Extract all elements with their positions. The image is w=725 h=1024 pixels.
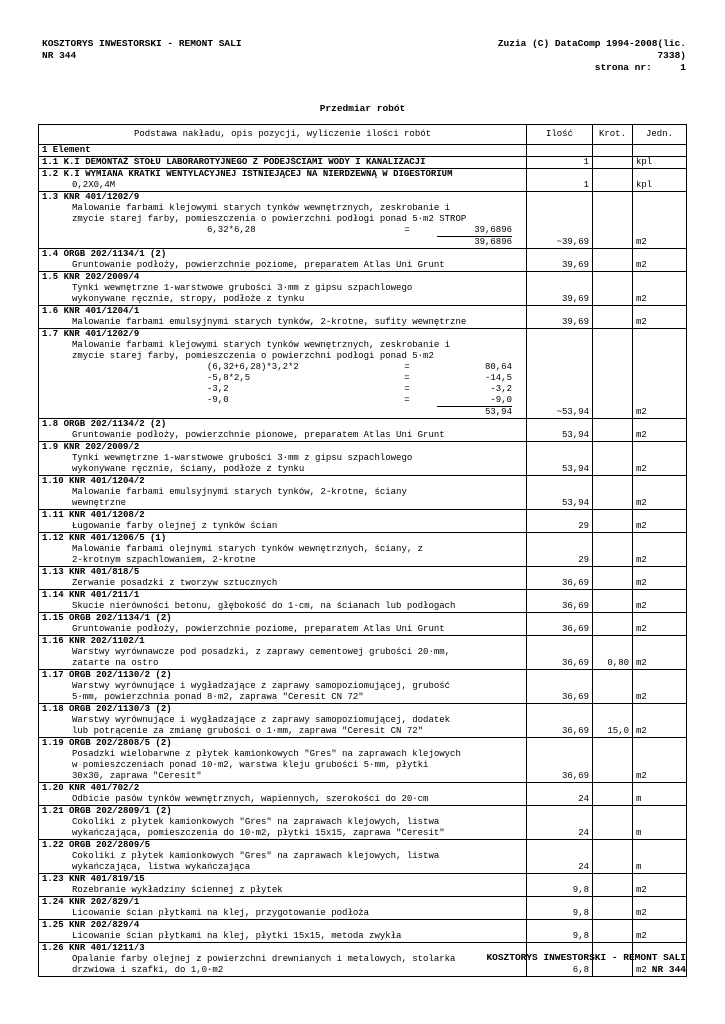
row-description bbox=[39, 249, 527, 272]
calc-result: -9,0 bbox=[490, 395, 512, 405]
row-unit: m2 bbox=[633, 874, 687, 897]
position-code bbox=[42, 419, 523, 430]
row-unit: m2 bbox=[633, 670, 687, 704]
table-row bbox=[39, 272, 687, 306]
position-basis: KNR 202/1102/1 bbox=[69, 636, 145, 646]
row-description bbox=[39, 590, 527, 613]
footer-title: KOSZTORYS INWESTORSKI - REMONT SALI bbox=[486, 952, 686, 963]
calc-result: -3,2 bbox=[490, 384, 512, 394]
row-unit: m2 bbox=[633, 897, 687, 920]
position-basis: KNR 401/1204/2 bbox=[69, 476, 145, 486]
row-unit: m bbox=[633, 840, 687, 874]
calc-expression: -5,8*2,5 bbox=[207, 373, 251, 383]
position-basis: ORGB 202/1134/2 (2) bbox=[63, 419, 167, 429]
position-number: 1.25 bbox=[42, 920, 64, 930]
position-description: Warstwy wyrównawcze pod posadzki, z zaprawy cementowej grubości 20·mm, zatarte na ostro bbox=[72, 647, 451, 668]
table-row bbox=[39, 897, 687, 920]
table-row bbox=[39, 738, 687, 783]
row-description bbox=[39, 169, 527, 192]
quantity-calculation bbox=[207, 362, 523, 418]
row-unit: kpl bbox=[633, 169, 687, 192]
row-unit: m2 bbox=[633, 613, 687, 636]
position-description: Tynki wewnętrzne 1-warstwowe grubości 3·mm z gipsu szpachlowego wykonywane ręcznie, stropy, podłoże z tynku bbox=[72, 283, 413, 304]
row-multiplier bbox=[593, 249, 633, 272]
calc-equals: = bbox=[404, 225, 410, 235]
calc-expression: -9,0 bbox=[207, 395, 229, 405]
row-multiplier bbox=[593, 590, 633, 613]
row-multiplier bbox=[593, 670, 633, 704]
calc-equals: = bbox=[404, 384, 410, 394]
row-description bbox=[39, 874, 527, 897]
position-code bbox=[42, 533, 523, 544]
position-description: Opalanie farby olejnej z powierzchni drewnianych i metalowych, stolarka drzwiowa i szafki, do 1,0·m2 bbox=[72, 954, 456, 975]
position-description: Cokoliki z płytek kamionkowych "Gres" na zaprawach klejowych, listwa wykańczająca, pomieszczenia do 10·m2, płytki 15x15, zaprawa "Ceresit" bbox=[72, 817, 445, 838]
header-number: NR 344 bbox=[42, 50, 77, 61]
calc-expression bbox=[207, 236, 377, 248]
row-unit: m2 bbox=[633, 704, 687, 738]
doc-title: Przedmiar robót bbox=[319, 103, 406, 114]
software-line2: 7338) bbox=[657, 50, 686, 61]
position-basis: ORGB 202/2809/5 bbox=[69, 840, 151, 850]
position-number: 1.17 bbox=[42, 670, 64, 680]
position-code bbox=[42, 874, 523, 885]
estimate-table bbox=[38, 124, 687, 977]
position-description: Malowanie farbami emulsyjnymi starych tynków, 2-krotne, ściany wewnętrzne bbox=[72, 487, 407, 508]
position-code bbox=[42, 192, 523, 203]
position-number: 1.12 bbox=[42, 533, 64, 543]
position-number: 1.23 bbox=[42, 874, 64, 884]
row-multiplier bbox=[593, 272, 633, 306]
position-number: 1.21 bbox=[42, 806, 64, 816]
position-code bbox=[42, 670, 523, 681]
position-code bbox=[42, 613, 523, 624]
table-row bbox=[39, 169, 687, 192]
position-basis: KNR 202/2009/4 bbox=[63, 272, 140, 282]
row-multiplier bbox=[593, 192, 633, 249]
row-multiplier bbox=[593, 419, 633, 442]
row-quantity: 36,69 bbox=[527, 704, 593, 738]
row-description bbox=[39, 806, 527, 840]
position-number: 1.16 bbox=[42, 636, 64, 646]
row-description bbox=[39, 476, 527, 510]
row-multiplier bbox=[593, 476, 633, 510]
row-multiplier bbox=[593, 329, 633, 419]
row-quantity: 36,69 bbox=[527, 670, 593, 704]
row-multiplier bbox=[593, 510, 633, 533]
document-header bbox=[42, 38, 242, 62]
row-unit: m2 bbox=[633, 533, 687, 567]
position-description: Malowanie farbami klejowymi starych tynków wewnętrznych, zeskrobanie i zmycie starej farby, pomieszczenia o powierzchni podłogi ponad 5·m2 STROP bbox=[72, 203, 467, 224]
row-description bbox=[39, 943, 527, 977]
position-description: 0,2X0,4M bbox=[72, 180, 116, 190]
table-row bbox=[39, 567, 687, 590]
position-number: 1.7 bbox=[42, 329, 59, 339]
position-description: Licowanie ścian płytkami na klej, płytki 15x15, metoda zwykła bbox=[72, 931, 402, 941]
row-unit: m2 bbox=[633, 442, 687, 476]
row-quantity: 36,69 bbox=[527, 590, 593, 613]
row-unit: m2 bbox=[633, 590, 687, 613]
row-description bbox=[39, 840, 527, 874]
position-basis: ORGB 202/2808/5 (2) bbox=[69, 738, 172, 748]
position-basis: KNR 401/1204/1 bbox=[63, 306, 140, 316]
row-description bbox=[39, 738, 527, 783]
row-description bbox=[39, 329, 527, 419]
table-row bbox=[39, 783, 687, 806]
table-row bbox=[39, 442, 687, 476]
software-line1: Zuzia (C) DataComp 1994-2008(lic. bbox=[497, 38, 686, 49]
row-description bbox=[39, 157, 527, 169]
row-multiplier bbox=[593, 442, 633, 476]
position-code bbox=[42, 476, 523, 487]
position-description: Malowanie farbami emulsyjnymi starych tynków, 2-krotne, sufity wewnętrzne bbox=[72, 317, 467, 327]
calc-equals bbox=[377, 236, 437, 248]
position-number: 1.26 bbox=[42, 943, 64, 953]
position-code bbox=[42, 704, 523, 715]
row-unit: m2 bbox=[633, 943, 687, 977]
position-number: 1.10 bbox=[42, 476, 64, 486]
position-basis: K.I DEMONTAŻ STOŁU LABORAROTYJNEGO Z PODEJŚCIAMI WODY I KANALIZACJI bbox=[63, 157, 426, 167]
calc-result: 39,6896 bbox=[474, 225, 512, 235]
position-description: Licowanie ścian płytkami na klej, przygotowanie podłoża bbox=[72, 908, 370, 918]
row-multiplier bbox=[593, 533, 633, 567]
row-quantity: 24 bbox=[527, 806, 593, 840]
header-title: KOSZTORYS INWESTORSKI - REMONT SALI bbox=[42, 38, 242, 49]
table-row bbox=[39, 806, 687, 840]
table-row bbox=[39, 920, 687, 943]
page-indicator bbox=[498, 62, 686, 74]
position-description: Gruntowanie podłoży, powierzchnie poziome, preparatem Atlas Uni Grunt bbox=[72, 260, 445, 270]
row-quantity: 36,69 bbox=[527, 613, 593, 636]
row-quantity: 39,69 bbox=[527, 306, 593, 329]
table-row bbox=[39, 329, 687, 419]
calc-expression: 6,32*6,28 bbox=[207, 225, 256, 235]
calc-equals: = bbox=[404, 373, 410, 383]
position-code bbox=[42, 157, 523, 168]
row-quantity: 9,8 bbox=[527, 897, 593, 920]
position-basis: KNR 401/211/1 bbox=[69, 590, 140, 600]
row-quantity: 39,69 bbox=[527, 272, 593, 306]
row-multiplier bbox=[593, 613, 633, 636]
position-number: 1.19 bbox=[42, 738, 64, 748]
row-unit: m2 bbox=[633, 329, 687, 419]
position-description: Odbicie pasów tynków wewnętrznych, wapiennych, szerokości do 20·cm bbox=[72, 794, 429, 804]
table-row bbox=[39, 476, 687, 510]
row-multiplier bbox=[593, 157, 633, 169]
table-header-row bbox=[39, 125, 687, 145]
position-code bbox=[42, 306, 523, 317]
table-row bbox=[39, 157, 687, 169]
calc-equals: = bbox=[404, 362, 410, 372]
calc-expression: (6,32+6,28)*3,2*2 bbox=[207, 362, 299, 372]
row-quantity: 1 bbox=[527, 157, 593, 169]
table-row bbox=[39, 670, 687, 704]
row-unit: m2 bbox=[633, 476, 687, 510]
position-code bbox=[42, 783, 523, 794]
row-description bbox=[39, 613, 527, 636]
row-unit: m2 bbox=[633, 192, 687, 249]
row-quantity: 36,69 bbox=[527, 567, 593, 590]
position-basis: KNR 202/829/4 bbox=[69, 920, 140, 930]
position-code bbox=[42, 249, 523, 260]
row-multiplier: 0,80 bbox=[593, 636, 633, 670]
row-multiplier bbox=[593, 920, 633, 943]
position-number: 1.6 bbox=[42, 306, 59, 316]
row-quantity: 53,94 bbox=[527, 419, 593, 442]
row-description bbox=[39, 419, 527, 442]
row-unit: m2 bbox=[633, 249, 687, 272]
row-unit: m2 bbox=[633, 567, 687, 590]
position-code bbox=[42, 567, 523, 578]
table-row bbox=[39, 874, 687, 897]
col-desc-header: Podstawa nakładu, opis pozycji, wyliczenie ilości robót bbox=[39, 125, 527, 145]
position-code bbox=[42, 897, 523, 908]
position-code bbox=[42, 329, 523, 340]
software-info bbox=[498, 38, 686, 74]
row-quantity: 29 bbox=[527, 533, 593, 567]
row-description bbox=[39, 897, 527, 920]
page-label: strona nr: bbox=[594, 62, 652, 73]
position-code bbox=[42, 943, 523, 954]
row-unit: kpl bbox=[633, 157, 687, 169]
row-description bbox=[39, 783, 527, 806]
calc-result: -14,5 bbox=[484, 373, 512, 383]
position-basis: KNR 202/829/1 bbox=[69, 897, 140, 907]
position-basis: KNR 401/1208/2 bbox=[69, 510, 145, 520]
row-description bbox=[39, 306, 527, 329]
row-multiplier: 15,0 bbox=[593, 704, 633, 738]
position-basis: KNR 401/819/15 bbox=[69, 874, 145, 884]
table-row bbox=[39, 840, 687, 874]
row-description bbox=[39, 670, 527, 704]
row-quantity: 29 bbox=[527, 510, 593, 533]
row-quantity: 9,8 bbox=[527, 874, 593, 897]
position-description: Gruntowanie podłoży, powierzchnie pionowe, preparatem Atlas Uni Grunt bbox=[72, 430, 445, 440]
position-description: Gruntowanie podłoży, powierzchnie poziome, preparatem Atlas Uni Grunt bbox=[72, 624, 445, 634]
row-description bbox=[39, 510, 527, 533]
calc-equals bbox=[377, 406, 437, 418]
table-row bbox=[39, 249, 687, 272]
position-code bbox=[42, 590, 523, 601]
table-row bbox=[39, 533, 687, 567]
position-number: 1.14 bbox=[42, 590, 64, 600]
row-multiplier bbox=[593, 874, 633, 897]
row-unit: m2 bbox=[633, 636, 687, 670]
row-unit: m2 bbox=[633, 510, 687, 533]
col-unit-header: Jedn. bbox=[633, 125, 687, 145]
row-quantity: 6,8 bbox=[527, 943, 593, 977]
row-unit: m2 bbox=[633, 306, 687, 329]
position-number: 1.5 bbox=[42, 272, 59, 282]
position-basis: KNR 401/818/5 bbox=[69, 567, 140, 577]
table-row bbox=[39, 590, 687, 613]
position-basis: ORGB 202/1134/1 (2) bbox=[69, 613, 172, 623]
row-description bbox=[39, 567, 527, 590]
position-code bbox=[42, 169, 523, 180]
row-quantity: ~53,94 bbox=[527, 329, 593, 419]
section-label: 1 Element bbox=[39, 145, 527, 157]
position-basis: K.I WYMIANA KRATKI WENTYLACYJNEJ ISTNIEJĄCEJ NA NIERDZEWNĄ W DIGESTORIUM bbox=[63, 169, 453, 179]
row-description bbox=[39, 920, 527, 943]
row-description bbox=[39, 704, 527, 738]
position-description: Rozebranie wykładziny ściennej z płytek bbox=[72, 885, 283, 895]
row-multiplier bbox=[593, 840, 633, 874]
row-multiplier bbox=[593, 169, 633, 192]
row-unit: m2 bbox=[633, 738, 687, 783]
row-unit: m2 bbox=[633, 272, 687, 306]
row-unit: m bbox=[633, 783, 687, 806]
footer-number: NR 344 bbox=[651, 964, 686, 975]
position-number: 1.3 bbox=[42, 192, 59, 202]
position-number: 1.18 bbox=[42, 704, 64, 714]
position-description: Warstwy wyrównujące i wygładzające z zaprawy samopoziomującej, grubość 5·mm, powierzchnia ponad 8·m2, zaprawa "Ceresit CN 72" bbox=[72, 681, 451, 702]
position-basis: KNR 401/1206/5 (1) bbox=[69, 533, 167, 543]
section-row bbox=[39, 145, 687, 157]
position-description: Skucie nierówności betonu, głębokość do 1·cm, na ścianach lub podłogach bbox=[72, 601, 456, 611]
position-basis: KNR 401/1202/9 bbox=[63, 192, 140, 202]
position-number: 1.9 bbox=[42, 442, 59, 452]
position-description: Malowanie farbami olejnymi starych tynków wewnętrznych, ściany, z 2-krotnym szpachlowaniem, 2-krotne bbox=[72, 544, 424, 565]
row-multiplier bbox=[593, 306, 633, 329]
position-number: 1.13 bbox=[42, 567, 64, 577]
row-quantity: 24 bbox=[527, 840, 593, 874]
row-multiplier bbox=[593, 567, 633, 590]
table-row bbox=[39, 419, 687, 442]
row-description bbox=[39, 636, 527, 670]
position-number: 1.2 bbox=[42, 169, 59, 179]
position-basis: ORGB 202/1130/2 (2) bbox=[69, 670, 172, 680]
table-row bbox=[39, 192, 687, 249]
position-number: 1.15 bbox=[42, 613, 64, 623]
document-footer bbox=[486, 952, 686, 976]
position-code bbox=[42, 806, 523, 817]
calc-result: 39,6896 bbox=[437, 236, 512, 248]
position-code bbox=[42, 840, 523, 851]
row-multiplier bbox=[593, 783, 633, 806]
position-number: 1.11 bbox=[42, 510, 64, 520]
calc-expression bbox=[207, 406, 377, 418]
position-number: 1.8 bbox=[42, 419, 59, 429]
position-description: Ługowanie farby olejnej z tynków ścian bbox=[72, 521, 278, 531]
position-number: 1.24 bbox=[42, 897, 64, 907]
table-row bbox=[39, 704, 687, 738]
table-row bbox=[39, 510, 687, 533]
row-description bbox=[39, 192, 527, 249]
row-quantity: 36,69 bbox=[527, 738, 593, 783]
position-code bbox=[42, 510, 523, 521]
row-unit: m bbox=[633, 806, 687, 840]
position-description: Tynki wewnętrzne 1-warstwowe grubości 3·mm z gipsu szpachlowego wykonywane ręcznie, ściany, podłoże z tynku bbox=[72, 453, 413, 474]
position-description: Zerwanie posadzki z tworzyw sztucznych bbox=[72, 578, 278, 588]
row-quantity: 1 bbox=[527, 169, 593, 192]
row-quantity: 36,69 bbox=[527, 636, 593, 670]
calc-equals: = bbox=[404, 395, 410, 405]
position-number: 1.4 bbox=[42, 249, 59, 259]
position-basis: KNR 401/1211/3 bbox=[69, 943, 145, 953]
row-multiplier bbox=[593, 897, 633, 920]
position-code bbox=[42, 272, 523, 283]
position-basis: KNR 401/702/2 bbox=[69, 783, 140, 793]
position-basis: ORGB 202/1134/1 (2) bbox=[63, 249, 167, 259]
row-unit: m2 bbox=[633, 920, 687, 943]
row-description bbox=[39, 533, 527, 567]
row-quantity: 9,8 bbox=[527, 920, 593, 943]
page-number: 1 bbox=[680, 62, 686, 73]
row-description bbox=[39, 442, 527, 476]
position-basis: KNR 202/2009/2 bbox=[63, 442, 140, 452]
row-description bbox=[39, 272, 527, 306]
position-code bbox=[42, 920, 523, 931]
calc-expression: -3,2 bbox=[207, 384, 229, 394]
quantity-calculation bbox=[207, 225, 523, 248]
position-description: Warstwy wyrównujące i wygładzające z zaprawy samopoziomującej, dodatek lub potrącenie za zmianę grubości o 1·mm, zaprawa "Ceresit CN 72" bbox=[72, 715, 451, 736]
position-number: 1.20 bbox=[42, 783, 64, 793]
row-unit: m2 bbox=[633, 419, 687, 442]
position-code bbox=[42, 442, 523, 453]
position-description: Malowanie farbami klejowymi starych tynków wewnętrznych, zeskrobanie i zmycie starej farby, pomieszczenia o powierzchni podłogi ponad 5·m2 bbox=[72, 340, 451, 361]
row-quantity: ~39,69 bbox=[527, 192, 593, 249]
position-basis: ORGB 202/1130/3 (2) bbox=[69, 704, 172, 714]
calc-result: 80,64 bbox=[484, 362, 512, 372]
table-row bbox=[39, 306, 687, 329]
row-quantity: 24 bbox=[527, 783, 593, 806]
position-number: 1.1 bbox=[42, 157, 59, 167]
row-quantity: 53,94 bbox=[527, 476, 593, 510]
position-code bbox=[42, 636, 523, 647]
position-basis: KNR 401/1202/9 bbox=[63, 329, 140, 339]
calc-result: 53,94 bbox=[437, 406, 512, 418]
position-description: Posadzki wielobarwne z płytek kamionkowych "Gres" na zaprawach klejowych w pomieszczeniach ponad 10·m2, warstwa kleju grubości 5·mm, płytki 30x30, zaprawa "Ceresit" bbox=[72, 749, 461, 781]
table-row bbox=[39, 636, 687, 670]
col-qty-header: Ilość bbox=[527, 125, 593, 145]
row-multiplier bbox=[593, 738, 633, 783]
position-number: 1.22 bbox=[42, 840, 64, 850]
col-krot-header: Krot. bbox=[593, 125, 633, 145]
position-basis: ORGB 202/2809/1 (2) bbox=[69, 806, 172, 816]
position-description: Cokoliki z płytek kamionkowych "Gres" na zaprawach klejowych, listwa wykańczająca, listwa wykańczająca bbox=[72, 851, 440, 872]
row-quantity: 53,94 bbox=[527, 442, 593, 476]
position-code bbox=[42, 738, 523, 749]
row-multiplier bbox=[593, 806, 633, 840]
table-row bbox=[39, 613, 687, 636]
row-quantity: 39,69 bbox=[527, 249, 593, 272]
